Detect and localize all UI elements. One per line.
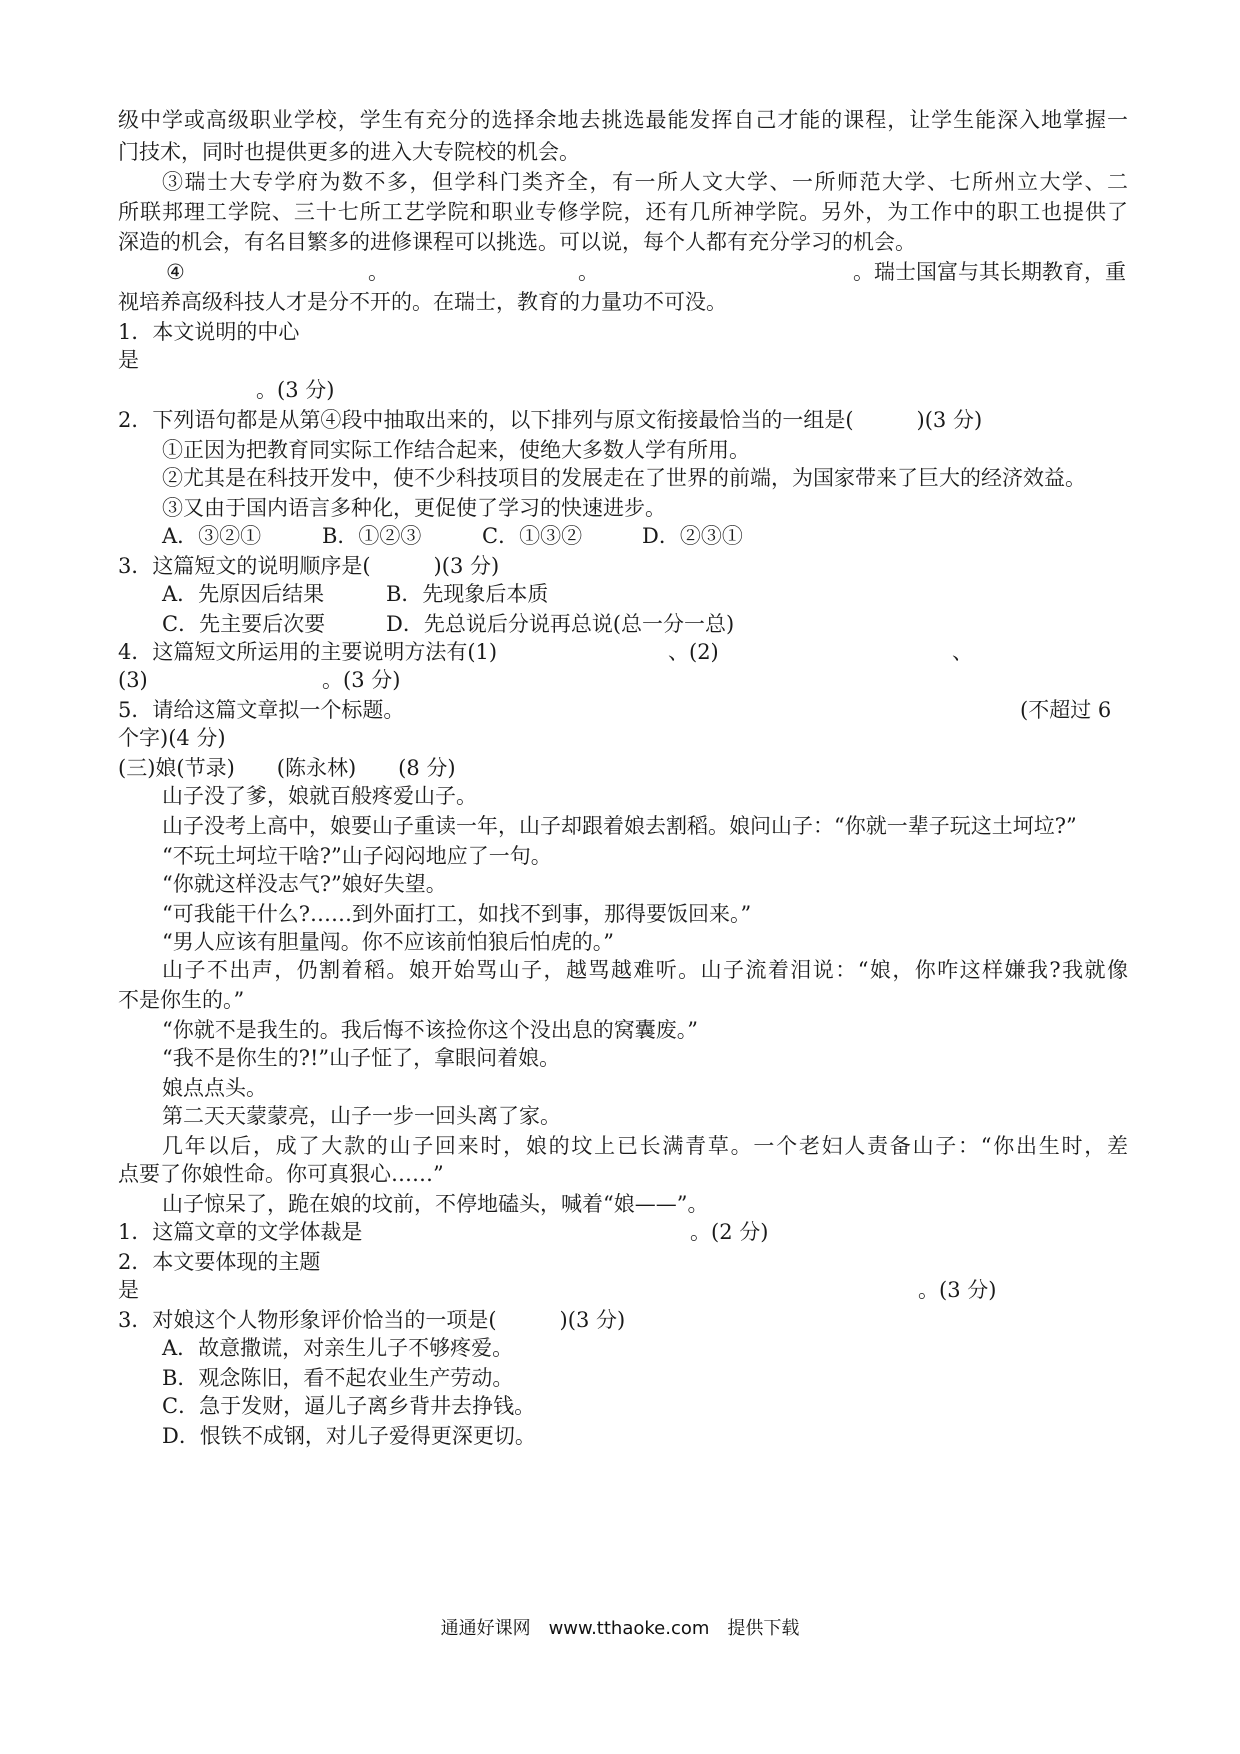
question-5-text: 5．请给这篇文章拟一个标题。	[118, 698, 405, 722]
question-2: 2．下列语句都是从第④段中抽取出来的，以下排列与原文衔接最恰当的一组是( )(3 分)	[118, 408, 983, 432]
question-4-sep: 、	[952, 640, 973, 664]
question-4-end: 。(3 分)	[322, 668, 401, 692]
option-d[interactable]: D．恨铁不成钢，对儿子爱得更深更切。	[162, 1424, 536, 1448]
question-1-end: 。(2 分)	[690, 1220, 769, 1244]
blank-dot: 。	[368, 260, 389, 284]
question-2-sentence: ③又由于国内语言多种化，更促使了学习的快速进步。	[162, 496, 666, 520]
option-a[interactable]: A．故意撒谎，对亲生儿子不够疼爱。	[162, 1336, 514, 1360]
question-1-cont: 是	[118, 348, 139, 372]
story-paragraph: 娘点点头。	[162, 1076, 267, 1100]
option-b[interactable]: B．观念陈旧，看不起农业生产劳动。	[162, 1366, 514, 1390]
story-paragraph: 山子没了爹，娘就百般疼爱山子。	[162, 784, 477, 808]
question-4-part3: (3)	[118, 668, 148, 692]
option-a[interactable]: A．先原因后结果	[162, 582, 325, 606]
passage-line: 视培养高级科技人才是分不开的。在瑞士，教育的力量功不可没。	[118, 290, 727, 314]
option-c[interactable]: C．先主要后次要	[162, 612, 326, 636]
blank-dot: 。	[578, 260, 599, 284]
option-d[interactable]: D．先总说后分说再总说(总一分一总)	[386, 612, 735, 636]
story-paragraph: “可我能干什么?……到外面打工，如找不到事，那得要饭回来。”	[162, 902, 752, 926]
passage-line: ③瑞士大专学府为数不多，但学科门类齐全，有一所人文大学、一所师范大学、七所州立大学、二	[162, 170, 1128, 194]
page-footer: 通通好课网 www.tthaoke.com 提供下载	[440, 1618, 800, 1639]
story-paragraph: 山子不出声，仍割着稻。娘开始骂山子，越骂越难听。山子流着泪说：“娘，你咋这样嫌我?我就像	[162, 958, 1128, 982]
story-paragraph-cont: 点要了你娘性命。你可真狠心……”	[118, 1162, 444, 1186]
question-2-sentence: ②尤其是在科技开发中，使不少科技项目的发展走在了世界的前端，为国家带来了巨大的经济效益。	[162, 466, 1086, 490]
option-a[interactable]: A．③②①	[162, 524, 262, 548]
option-c[interactable]: C．①③②	[482, 524, 583, 548]
question-2-options	[162, 520, 1172, 552]
paragraph-4-number: ④	[166, 260, 185, 284]
option-d[interactable]: D．②③①	[642, 524, 743, 548]
option-b[interactable]: B．先现象后本质	[386, 582, 549, 606]
question-2-cont	[118, 1274, 1128, 1306]
question-4-part2: 、(2)	[668, 640, 719, 664]
story-paragraph-cont: 不是你生的。”	[118, 988, 245, 1012]
story-paragraph: “你就不是我生的。我后悔不该捡你这个没出息的窝囊废。”	[162, 1018, 698, 1042]
story-paragraph: “我不是你生的?!”山子怔了，拿眼问着娘。	[162, 1046, 561, 1070]
question-1: 1．本文说明的中心	[118, 320, 300, 344]
passage-line: 门技术，同时也提供更多的进入大专院校的机会。	[118, 140, 580, 164]
passage-line: 所联邦理工学院、三十七所工艺学院和职业专修学院，还有几所神学院。另外，为工作中的职工也提供了	[118, 200, 1128, 224]
section-3-heading: (三)娘(节录) (陈永林) (8 分)	[118, 756, 456, 780]
question-1-end: 。(3 分)	[256, 378, 335, 402]
story-paragraph: “不玩土坷垃干啥?”山子闷闷地应了一句。	[162, 844, 552, 868]
story-paragraph: 几年以后，成了大款的山子回来时，娘的坟上已长满青草。一个老妇人责备山子：“你出生时，差	[162, 1134, 1128, 1158]
question-5-cont: 个字)(4 分)	[118, 726, 226, 750]
story-paragraph: 山子惊呆了，跪在娘的坟前，不停地磕头，喊着“娘——”。	[162, 1192, 709, 1216]
question-2-end: 。(3 分)	[918, 1278, 997, 1302]
question-3: 3．这篇短文的说明顺序是( )(3 分)	[118, 554, 500, 578]
question-2-text: 是	[118, 1278, 139, 1302]
story-paragraph: “男人应该有胆量闯。你不应该前怕狼后怕虎的。”	[162, 930, 614, 954]
option-b[interactable]: B．①②③	[322, 524, 422, 548]
question-5-limit: (不超过 6	[1020, 698, 1112, 722]
story-paragraph: 山子没考上高中，娘要山子重读一年，山子却跟着娘去割稻。娘问山子：“你就一辈子玩这土坷垃?”	[162, 814, 1077, 838]
passage-line: 级中学或高级职业学校，学生有充分的选择余地去挑选最能发挥自己才能的课程，让学生能深入地掌握一	[118, 108, 1128, 132]
option-c[interactable]: C．急于发财，逼儿子离乡背井去挣钱。	[162, 1394, 536, 1418]
question-1-text: 1．这篇文章的文学体裁是	[118, 1220, 363, 1244]
story-paragraph: “你就这样没志气?”娘好失望。	[162, 872, 447, 896]
passage-line: 深造的机会，有名目繁多的进修课程可以挑选。可以说，每个人都有充分学习的机会。	[118, 230, 916, 254]
question-4-cont	[118, 664, 1128, 696]
question-2-sentence: ①正因为把教育同实际工作结合起来，使绝大多数人学有所用。	[162, 438, 750, 462]
question-4-text: 4．这篇短文所运用的主要说明方法有(1)	[118, 640, 498, 664]
story-paragraph: 第二天天蒙蒙亮，山子一步一回头离了家。	[162, 1104, 561, 1128]
paragraph-4-tail: 。瑞士国富与其长期教育，重	[853, 260, 1126, 284]
question-2: 2．本文要体现的主题	[118, 1250, 321, 1274]
question-1	[118, 1216, 1128, 1248]
paragraph-4-line	[118, 256, 1128, 288]
question-3: 3．对娘这个人物形象评价恰当的一项是( )(3 分)	[118, 1308, 626, 1332]
question-3-options-row1	[162, 578, 1172, 610]
